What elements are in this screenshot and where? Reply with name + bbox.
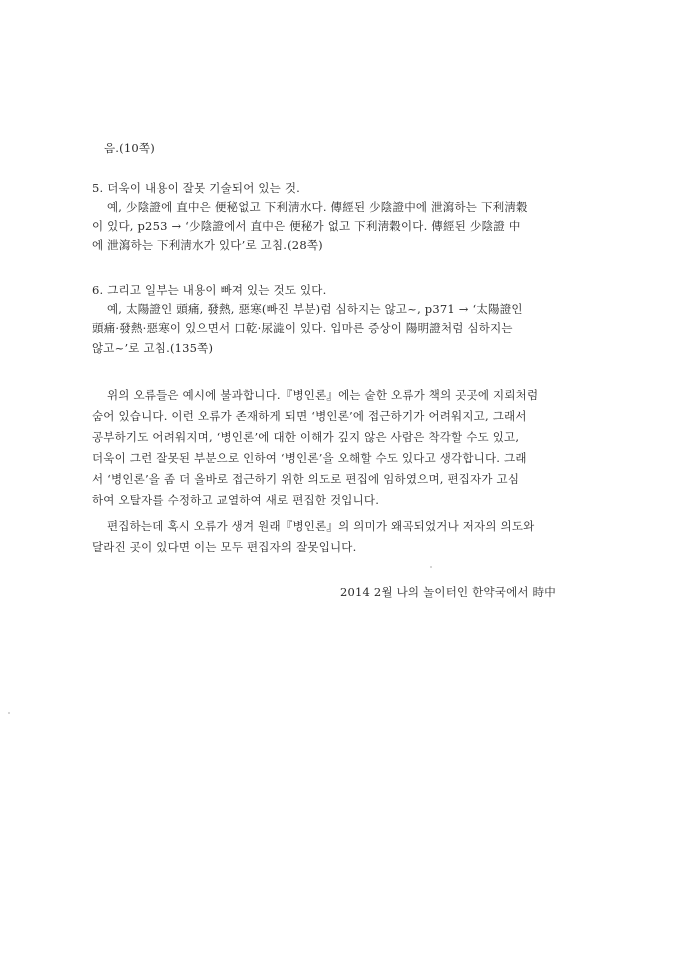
paragraph1-line: 더욱이 그런 잘못된 부분으로 인하여 ‘병인론’을 오해할 수도 있다고 생각합니다. 그래	[92, 451, 527, 465]
item5-line: 이 있다, p253 → ‘少陰證에서 直中은 便秘가 없고 下利淸穀이다. 傳經된 少陰證 中	[92, 219, 521, 233]
item6-line: 않고~’로 고침.(135쪽)	[92, 341, 214, 355]
item6-heading: 6. 그리고 일부는 내용이 빠져 있는 것도 있다.	[92, 283, 327, 297]
item5-heading: 5. 더욱이 내용이 잘못 기술되어 있는 것.	[92, 181, 300, 195]
paragraph1-line: 숨어 있습니다. 이런 오류가 존재하게 되면 ‘병인론’에 접근하기가 어려워지고, 그래서	[92, 409, 527, 423]
paragraph1-line: 하여 오탈자를 수정하고 교열하여 새로 편집한 것입니다.	[92, 493, 380, 507]
item6-line: 예, 太陽證인 頭痛, 發熱, 惡寒(빠진 부분)럼 심하지는 않고~, p371 → ‘太陽證인	[107, 302, 523, 316]
item5-line: 예, 少陰證에 直中은 便秘없고 下利淸水다. 傳經된 少陰證中에 泄瀉하는 下利淸穀	[107, 200, 528, 214]
intro-line: 음.(10쪽)	[104, 141, 155, 155]
paragraph2-line: 편집하는데 혹시 오류가 생겨 원래『병인론』의 의미가 왜곡되었거나 저자의 의도와	[107, 519, 535, 533]
paragraph1-line: 위의 오류들은 예시에 불과합니다.『병인론』에는 숱한 오류가 책의 곳곳에 지뢰처럼	[107, 388, 539, 402]
paragraph1-line: 공부하기도 어려워지며, ‘병인론’에 대한 이해가 깊지 않은 사람은 착각할 수도 있고,	[92, 430, 520, 444]
item6-line: 頭痛·發熱·惡寒이 있으면서 口乾·尿澁이 있다. 입마른 증상이 陽明證처럼 심하지는	[92, 321, 513, 335]
signature-line: 2014 2월 나의 놀이터인 한약국에서 時中	[340, 585, 556, 599]
scan-speck	[8, 712, 10, 714]
paragraph1-line: 서 ‘병인론’을 좀 더 올바로 접근하기 위한 의도로 편집에 임하였으며, 편집자가 고심	[92, 472, 520, 486]
scan-speck	[430, 566, 432, 568]
item5-line: 에 泄瀉하는 下利淸水가 있다’로 고침.(28쪽)	[92, 238, 323, 252]
paragraph2-line: 달라진 곳이 있다면 이는 모두 편집자의 잘못입니다.	[92, 540, 357, 554]
